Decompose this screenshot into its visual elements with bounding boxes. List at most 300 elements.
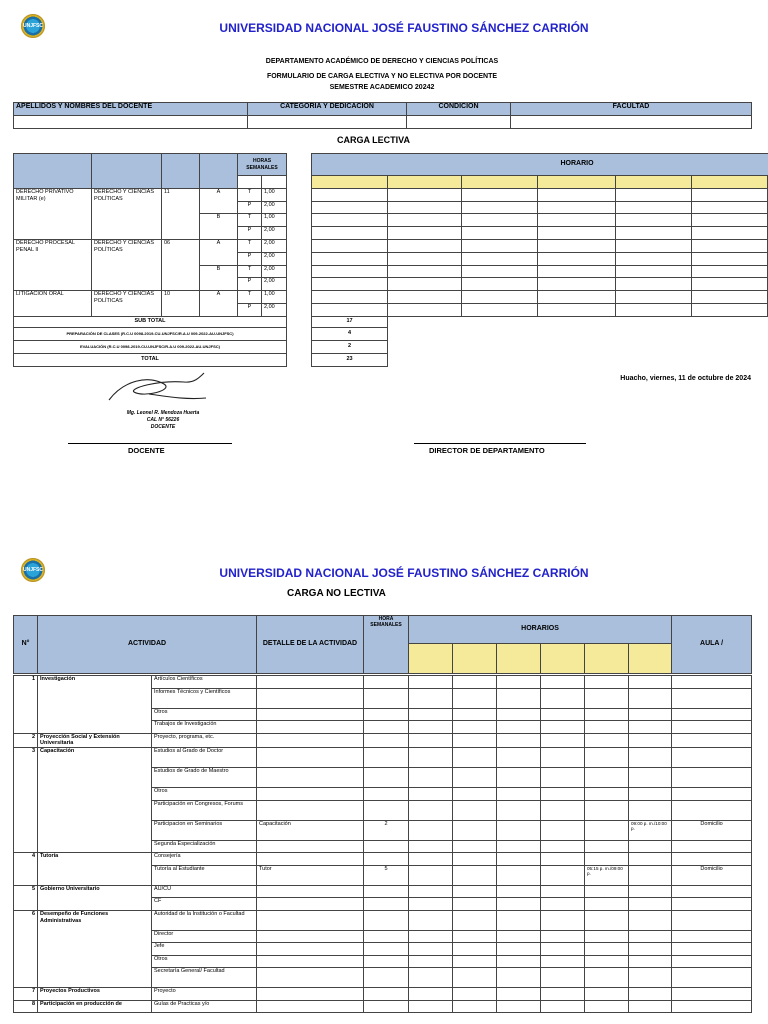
- schedule-cell: [497, 840, 541, 853]
- schedule-cell: [616, 291, 692, 304]
- schedule-cell: [585, 733, 629, 748]
- activity-row: [14, 748, 752, 768]
- activity-sub: Otros: [152, 955, 257, 968]
- activity-aula: Domicilio: [672, 820, 752, 840]
- activity-aula: [672, 748, 752, 768]
- schedule-cell: [312, 278, 388, 291]
- schedule-cell: [453, 865, 497, 885]
- university-logo-2: UNJFSC: [21, 558, 45, 582]
- activity-aula: [672, 885, 752, 898]
- schedule-cell: [692, 201, 768, 214]
- schedule-cell: [497, 800, 541, 820]
- activity-aula: [672, 768, 752, 788]
- activity-aula: [672, 1000, 752, 1013]
- schedule-cell: [453, 800, 497, 820]
- activity-detail: [257, 968, 364, 988]
- activity-aula: [672, 800, 752, 820]
- schedule-cell: [312, 227, 388, 240]
- schedule-cell: [497, 853, 541, 866]
- schedule-cell: [585, 800, 629, 820]
- schedule-cell: [453, 840, 497, 853]
- schedule-cell: [497, 988, 541, 1001]
- schedule-cell: [453, 885, 497, 898]
- course-school: DERECHO Y CIENCIAS POLÍTICAS: [92, 188, 162, 239]
- schedule-cell: [409, 1000, 453, 1013]
- course-row: [14, 239, 768, 252]
- course-header-blank: [92, 154, 162, 189]
- schedule-cell: [312, 239, 388, 252]
- activity-hours: [364, 943, 409, 956]
- schedule-cell: [409, 676, 453, 689]
- horario-header: HORARIO: [312, 154, 768, 176]
- schedule-cell: [388, 188, 462, 201]
- day-header-cell: [388, 176, 462, 189]
- spacer-cell: [388, 353, 768, 366]
- schedule-cell: [585, 708, 629, 721]
- hours-header: HORAS SEMANALES: [238, 154, 287, 176]
- day-header-cell: [462, 176, 538, 189]
- activity-aula: [672, 676, 752, 689]
- schedule-cell: [453, 988, 497, 1001]
- activity-row: [14, 910, 752, 930]
- spacer-cell: [287, 303, 312, 316]
- activity-sub: Proyecto: [152, 988, 257, 1001]
- course-header-blank: [14, 154, 92, 189]
- schedule-cell: [629, 708, 672, 721]
- schedule-cell: [541, 788, 585, 801]
- hours-type-blank: [238, 176, 262, 189]
- course-cycle: 06: [162, 239, 200, 290]
- schedule-cell: [462, 188, 538, 201]
- activity-aula: [672, 968, 752, 988]
- activity-sub: Consejería: [152, 853, 257, 866]
- activity-name: Desempeño de Funciones Administrativas: [38, 910, 152, 988]
- schedule-cell: [497, 930, 541, 943]
- schedule-cell: [538, 188, 616, 201]
- schedule-cell: [629, 885, 672, 898]
- schedule-cell: [585, 788, 629, 801]
- schedule-cell: [585, 676, 629, 689]
- schedule-cell: [585, 853, 629, 866]
- schedule-cell: [541, 800, 585, 820]
- schedule-cell: [409, 898, 453, 911]
- schedule-cell: [453, 955, 497, 968]
- schedule-cell: [409, 721, 453, 734]
- schedule-cell: [497, 721, 541, 734]
- activity-row: [14, 885, 752, 898]
- schedule-cell: [585, 721, 629, 734]
- course-header-blank: [200, 154, 238, 189]
- activity-sub: Secretaría General/ Facultad: [152, 968, 257, 988]
- activity-number: 2: [14, 733, 38, 748]
- activity-sub: Participacion en Seminarios: [152, 820, 257, 840]
- schedule-cell: [616, 188, 692, 201]
- schedule-cell: [585, 943, 629, 956]
- activity-hours: [364, 885, 409, 898]
- hour-value: 2,00: [262, 227, 287, 240]
- schedule-cell: [541, 840, 585, 853]
- schedule-cell: 09:00 p. m./10:00 p.: [629, 820, 672, 840]
- header-apellidos: APELLIDOS Y NOMBRES DEL DOCENTE: [14, 103, 248, 116]
- header-categoria: CATEGORIA Y DEDICACIÓN: [248, 103, 407, 116]
- activity-detail: [257, 898, 364, 911]
- activity-detail: [257, 955, 364, 968]
- schedule-cell: [497, 688, 541, 708]
- schedule-cell: [629, 988, 672, 1001]
- schedule-cell: [629, 688, 672, 708]
- activity-sub: Jefe: [152, 943, 257, 956]
- schedule-cell: [409, 930, 453, 943]
- schedule-cell: [453, 708, 497, 721]
- schedule-cell: [312, 291, 388, 304]
- activity-sub: Proyecto, programa, etc.: [152, 733, 257, 748]
- schedule-cell: [312, 214, 388, 227]
- activity-row: [14, 988, 752, 1001]
- docente-name-cell: [14, 116, 248, 129]
- schedule-cell: [629, 721, 672, 734]
- schedule-cell: [453, 910, 497, 930]
- schedule-cell: [538, 303, 616, 316]
- hour-type: P: [238, 201, 262, 214]
- schedule-cell: [538, 239, 616, 252]
- hour-type: T: [238, 239, 262, 252]
- activity-sub: Otros: [152, 708, 257, 721]
- activity-detail: [257, 748, 364, 768]
- schedule-cell: [462, 239, 538, 252]
- schedule-cell: [629, 968, 672, 988]
- schedule-cell: [692, 188, 768, 201]
- docente-categoria-cell: [248, 116, 407, 129]
- schedule-cell: [629, 865, 672, 885]
- schedule-cell: [538, 265, 616, 278]
- docente-condicion-cell: [407, 116, 511, 129]
- schedule-cell: [616, 214, 692, 227]
- activity-detail: [257, 800, 364, 820]
- schedule-cell: [497, 968, 541, 988]
- activity-sub: Informes Técnicos y Científicos: [152, 688, 257, 708]
- activity-aula: [672, 733, 752, 748]
- activity-detail: [257, 885, 364, 898]
- activity-hours: [364, 721, 409, 734]
- schedule-cell: [585, 988, 629, 1001]
- carga-no-lectiva-title: CARGA NO LECTIVA: [287, 588, 386, 599]
- activity-detail: [257, 840, 364, 853]
- course-cycle: 10: [162, 291, 200, 317]
- activity-detail: Capacitación: [257, 820, 364, 840]
- activity-detail: [257, 930, 364, 943]
- activity-sub: AU/CU: [152, 885, 257, 898]
- schedule-cell: [585, 955, 629, 968]
- summary-label: PREPARACIÓN DE CLASES (R.C.U 0098-2019-CU-UNJFSC/R.A.U 009-2022-AU-UNJFSC): [14, 327, 287, 340]
- schedule-cell: [497, 910, 541, 930]
- hour-value: 1,00: [262, 214, 287, 227]
- activity-aula: [672, 721, 752, 734]
- hour-type: T: [238, 265, 262, 278]
- carga-no-lectiva-table: [13, 615, 752, 1013]
- schedule-cell: [453, 721, 497, 734]
- hour-value: 2,00: [262, 278, 287, 291]
- schedule-cell: [462, 303, 538, 316]
- date-line: Huacho, viernes, 11 de octubre de 2024: [620, 375, 751, 382]
- hour-type: P: [238, 303, 262, 316]
- spacer-cell: [388, 340, 768, 353]
- activity-sub: CF: [152, 898, 257, 911]
- schedule-cell: [312, 265, 388, 278]
- schedule-cell: [629, 733, 672, 748]
- activity-detail: [257, 788, 364, 801]
- activity-number: 6: [14, 910, 38, 988]
- schedule-cell: [541, 733, 585, 748]
- spacer-cell: [287, 154, 312, 176]
- hours-value-blank: [262, 176, 287, 189]
- schedule-cell: [462, 227, 538, 240]
- schedule-cell: [453, 788, 497, 801]
- schedule-cell: [453, 968, 497, 988]
- course-name: DERECHO PRIVATIVO MILITAR (e): [14, 188, 92, 239]
- schedule-cell: [629, 943, 672, 956]
- activity-number: 3: [14, 748, 38, 853]
- schedule-cell: [541, 885, 585, 898]
- activity-detail: [257, 943, 364, 956]
- activity-aula: [672, 930, 752, 943]
- hour-type: T: [238, 291, 262, 304]
- activity-detail: [257, 768, 364, 788]
- schedule-cell: [541, 1000, 585, 1013]
- course-header-blank: [162, 154, 200, 189]
- schedule-cell: [541, 708, 585, 721]
- activity-name: Proyectos Productivos: [38, 988, 152, 1001]
- course-school: DERECHO Y CIENCIAS POLÍTICAS: [92, 291, 162, 317]
- schedule-cell: [538, 278, 616, 291]
- hour-value: 2,00: [262, 239, 287, 252]
- schedule-cell: [497, 748, 541, 768]
- hour-type: P: [238, 227, 262, 240]
- docente-stamp: Mg. Leonel R. Mendoza Huerta CAL N° 56226 DOCENTE: [126, 410, 200, 430]
- hour-type: T: [238, 214, 262, 227]
- schedule-cell: [585, 930, 629, 943]
- schedule-cell: [462, 252, 538, 265]
- schedule-cell: [629, 955, 672, 968]
- schedule-cell: [453, 768, 497, 788]
- schedule-cell: [453, 853, 497, 866]
- day-header-cell: [616, 176, 692, 189]
- schedule-cell: [453, 748, 497, 768]
- schedule-cell: [388, 265, 462, 278]
- schedule-cell: [462, 265, 538, 278]
- activity-number: 8: [14, 1000, 38, 1013]
- docente-sign-label: DOCENTE: [128, 446, 165, 455]
- schedule-cell: [629, 748, 672, 768]
- schedule-cell: [497, 955, 541, 968]
- schedule-cell: [462, 201, 538, 214]
- activity-hours: [364, 955, 409, 968]
- spacer-cell: [388, 316, 768, 327]
- schedule-cell: [585, 898, 629, 911]
- activity-sub: Tutoría al Estudiante: [152, 865, 257, 885]
- schedule-cell: [541, 721, 585, 734]
- schedule-cell: [692, 227, 768, 240]
- university-title-2: UNIVERSIDAD NACIONAL JOSÉ FAUSTINO SÁNCHEZ CARRIÓN: [219, 566, 589, 580]
- schedule-cell: [409, 768, 453, 788]
- course-group: A: [200, 291, 238, 317]
- schedule-cell: [541, 688, 585, 708]
- hour-type: T: [238, 188, 262, 201]
- carga-lectiva-title: CARGA LECTIVA: [337, 135, 410, 145]
- schedule-cell: [453, 676, 497, 689]
- spacer-cell: [287, 227, 312, 240]
- activity-hours: [364, 853, 409, 866]
- schedule-cell: [497, 1000, 541, 1013]
- schedule-cell: [541, 988, 585, 1001]
- activity-row: [14, 676, 752, 689]
- docente-table: [13, 102, 752, 129]
- schedule-cell: [692, 291, 768, 304]
- spacer-cell: [287, 353, 312, 366]
- header-detalle: DETALLE DE LA ACTIVIDAD: [257, 616, 364, 674]
- activity-sub: Guías de Practicas y/o: [152, 1000, 257, 1013]
- summary-label: EVALUACIÓN (R.C.U 0098-2019-CU-UNJFSC/R.A.U 009-2022-AU-UNJFSC): [14, 340, 287, 353]
- activity-aula: [672, 853, 752, 866]
- header-actividad: ACTIVIDAD: [38, 616, 257, 674]
- schedule-cell: [616, 265, 692, 278]
- schedule-cell: [462, 278, 538, 291]
- schedule-cell: [497, 788, 541, 801]
- activity-row: [14, 733, 752, 748]
- spacer-cell: [287, 176, 312, 189]
- schedule-cell: [541, 968, 585, 988]
- schedule-cell: [616, 227, 692, 240]
- schedule-cell: [453, 898, 497, 911]
- carga-lectiva-table: [13, 153, 768, 367]
- summary-value: 23: [312, 353, 388, 366]
- activity-hours: [364, 898, 409, 911]
- course-name: LITIGACION ORAL: [14, 291, 92, 317]
- activity-hours: 2: [364, 820, 409, 840]
- schedule-cell: [453, 820, 497, 840]
- day-header-cell: [692, 176, 768, 189]
- hour-type: P: [238, 278, 262, 291]
- schedule-cell: [409, 988, 453, 1001]
- activity-row: [14, 1000, 752, 1013]
- schedule-cell: [629, 800, 672, 820]
- schedule-cell: [692, 265, 768, 278]
- header-horarios: HORARIOS: [409, 616, 672, 644]
- activity-hours: [364, 1000, 409, 1013]
- schedule-cell: [541, 676, 585, 689]
- activity-hours: [364, 968, 409, 988]
- schedule-cell: [629, 853, 672, 866]
- department-title: DEPARTAMENTO ACADÉMICO DE DERECHO Y CIENCIAS POLÍTICAS: [265, 58, 499, 65]
- schedule-cell: [585, 968, 629, 988]
- spacer-cell: [388, 327, 768, 340]
- activity-hours: [364, 800, 409, 820]
- schedule-cell: [629, 840, 672, 853]
- day-header-cell: [497, 644, 541, 674]
- schedule-cell: [585, 1000, 629, 1013]
- schedule-cell: [312, 303, 388, 316]
- day-header-cell: [629, 644, 672, 674]
- activity-detail: [257, 721, 364, 734]
- header-condicion: CONDICIÓN: [407, 103, 511, 116]
- activity-row: [14, 853, 752, 866]
- hour-type: P: [238, 252, 262, 265]
- schedule-cell: [541, 910, 585, 930]
- activity-name: Capacitación: [38, 748, 152, 853]
- schedule-cell: [692, 278, 768, 291]
- schedule-cell: [409, 910, 453, 930]
- schedule-cell: [312, 201, 388, 214]
- schedule-cell: [453, 733, 497, 748]
- schedule-cell: [585, 748, 629, 768]
- activity-hours: [364, 910, 409, 930]
- spacer-cell: [287, 214, 312, 227]
- course-group: B: [200, 214, 238, 240]
- schedule-cell: [497, 733, 541, 748]
- schedule-cell: [629, 898, 672, 911]
- schedule-cell: [388, 227, 462, 240]
- docente-signature-line: [68, 443, 232, 444]
- schedule-cell: [541, 820, 585, 840]
- header-hora: HORA SEMANALES: [364, 616, 409, 674]
- course-group: A: [200, 239, 238, 265]
- summary-label: SUB TOTAL: [14, 316, 287, 327]
- spacer-cell: [287, 278, 312, 291]
- schedule-cell: [616, 278, 692, 291]
- activity-aula: [672, 988, 752, 1001]
- schedule-cell: [497, 676, 541, 689]
- spacer-cell: [287, 265, 312, 278]
- university-logo: UNJFSC: [21, 14, 45, 38]
- semester-title: SEMESTRE ACADEMICO 20242: [329, 84, 435, 91]
- header-aula: AULA /: [672, 616, 752, 674]
- header-facultad: FACULTAD: [511, 103, 752, 116]
- activity-sub: Segunda Especialización: [152, 840, 257, 853]
- spacer-cell: [287, 340, 312, 353]
- day-header-cell: [409, 644, 453, 674]
- schedule-cell: [453, 1000, 497, 1013]
- activity-aula: Domicilio: [672, 865, 752, 885]
- schedule-cell: [585, 688, 629, 708]
- schedule-cell: [692, 214, 768, 227]
- hour-value: 1,00: [262, 188, 287, 201]
- activity-detail: [257, 676, 364, 689]
- schedule-cell: [497, 943, 541, 956]
- activity-detail: Tutor: [257, 865, 364, 885]
- schedule-cell: [388, 252, 462, 265]
- schedule-cell: [388, 278, 462, 291]
- schedule-cell: [541, 865, 585, 885]
- schedule-cell: [409, 820, 453, 840]
- spacer-cell: [287, 239, 312, 252]
- schedule-cell: [388, 303, 462, 316]
- course-group: A: [200, 188, 238, 214]
- schedule-cell: [541, 930, 585, 943]
- schedule-cell: [629, 676, 672, 689]
- spacer-cell: [287, 316, 312, 327]
- schedule-cell: [538, 291, 616, 304]
- schedule-cell: [629, 930, 672, 943]
- activity-hours: [364, 988, 409, 1001]
- schedule-cell: [497, 865, 541, 885]
- schedule-cell: [388, 291, 462, 304]
- schedule-cell: [388, 214, 462, 227]
- spacer-cell: [287, 252, 312, 265]
- summary-label: TOTAL: [14, 353, 287, 366]
- activity-sub: Trabajos de Investigación: [152, 721, 257, 734]
- course-row: [14, 188, 768, 201]
- activity-detail: [257, 853, 364, 866]
- activity-aula: [672, 898, 752, 911]
